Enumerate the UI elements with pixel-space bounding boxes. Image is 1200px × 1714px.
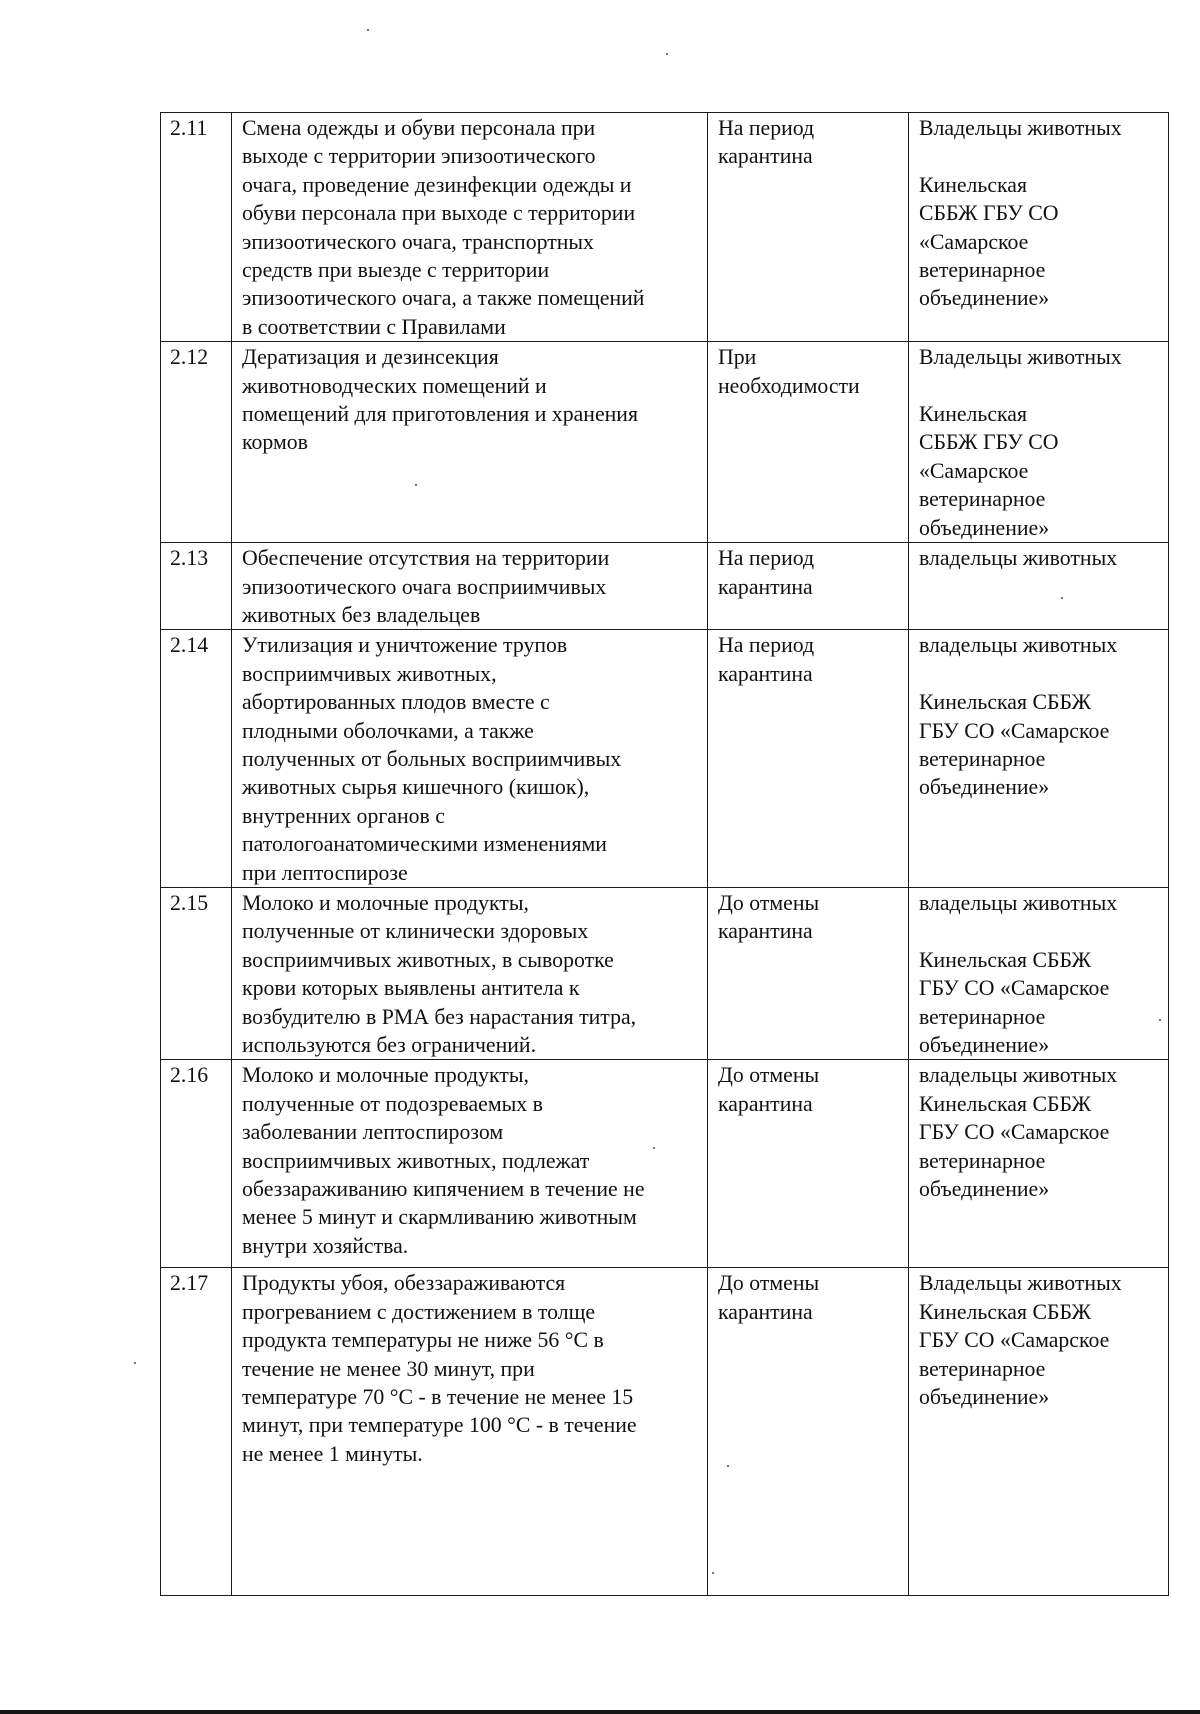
measure-description: Обеспечение отсутствия на территории эпизоотического очага восприимчивых животных без владельцев xyxy=(232,543,708,630)
measure-responsible: владельцы животных xyxy=(909,543,1169,630)
table-row xyxy=(161,1268,1169,1596)
measure-description: Молоко и молочные продукты, полученные от подозреваемых в заболевании лептоспирозом восприимчивых животных, подлежат обеззараживанию кипячением в течение не менее 5 минут и скармливанию животным внутри хозяйства. xyxy=(232,1060,708,1268)
measure-responsible: Владельцы животных Кинельская СББЖ ГБУ СО «Самарское ветеринарное объединение» xyxy=(909,113,1169,342)
scan-speck xyxy=(367,29,369,31)
row-number: 2.13 xyxy=(161,543,232,630)
row-number: 2.12 xyxy=(161,342,232,543)
measure-term: До отмены карантина xyxy=(708,1268,909,1596)
row-number: 2.11 xyxy=(161,113,232,342)
measure-term: На период карантина xyxy=(708,630,909,888)
scan-speck xyxy=(134,1362,136,1364)
measure-description: Смена одежды и обуви персонала при выходе с территории эпизоотического очага, проведение дезинфекции одежды и обуви персонала при выходе с территории эпизоотического очага, транспортных средств при выезде с территории эпизоотического очага, а также помещений в соответствии с Правилами xyxy=(232,113,708,342)
table-row xyxy=(161,1060,1169,1268)
row-number: 2.17 xyxy=(161,1268,232,1596)
page-bottom-edge xyxy=(0,1710,1200,1714)
measure-responsible: владельцы животных Кинельская СББЖ ГБУ СО «Самарское ветеринарное объединение» xyxy=(909,1060,1169,1268)
measure-description: Молоко и молочные продукты, полученные от клинически здоровых восприимчивых животных, в сыворотке крови которых выявлены антитела к возбудителю в РМА без нарастания титра, используются без ограничений. xyxy=(232,887,708,1059)
measure-term: На период карантина xyxy=(708,543,909,630)
row-number: 2.14 xyxy=(161,630,232,888)
measure-responsible: владельцы животных Кинельская СББЖ ГБУ СО «Самарское ветеринарное объединение» xyxy=(909,887,1169,1059)
row-number: 2.15 xyxy=(161,887,232,1059)
measure-term: На период карантина xyxy=(708,113,909,342)
measure-responsible: владельцы животных Кинельская СББЖ ГБУ СО «Самарское ветеринарное объединение» xyxy=(909,630,1169,888)
measure-responsible: Владельцы животных Кинельская СББЖ ГБУ СО «Самарское ветеринарное объединение» xyxy=(909,1268,1169,1596)
scan-speck xyxy=(666,53,668,55)
measure-term: При необходимости xyxy=(708,342,909,543)
table-row xyxy=(161,887,1169,1059)
table-row xyxy=(161,342,1169,543)
measure-description: Продукты убоя, обеззараживаются прогреванием с достижением в толще продукта температуры не ниже 56 °С в течение не менее 30 минут, при температуре 70 °С - в течение не менее 15 минут, при температуре 100 °С - в течение не менее 1 минуты. xyxy=(232,1268,708,1596)
table-row xyxy=(161,630,1169,888)
measures-table xyxy=(160,112,1169,1596)
measure-description: Утилизация и уничтожение трупов восприимчивых животных, абортированных плодов вместе с плодными оболочками, а также полученных от больных восприимчивых животных сырья кишечного (кишок), внутренних органов с патологоанатомическими изменениями при лептоспирозе xyxy=(232,630,708,888)
row-number: 2.16 xyxy=(161,1060,232,1268)
measure-responsible: Владельцы животных Кинельская СББЖ ГБУ СО «Самарское ветеринарное объединение» xyxy=(909,342,1169,543)
measure-term: До отмены карантина xyxy=(708,887,909,1059)
table-row xyxy=(161,113,1169,342)
table-row xyxy=(161,543,1169,630)
measure-term: До отмены карантина xyxy=(708,1060,909,1268)
measure-description: Дератизация и дезинсекция животноводческих помещений и помещений для приготовления и хранения кормов xyxy=(232,342,708,543)
